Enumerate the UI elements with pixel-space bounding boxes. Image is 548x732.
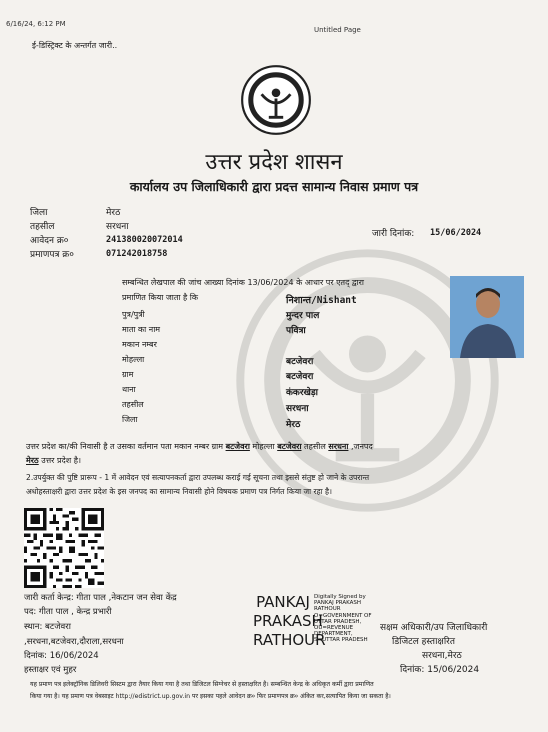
certificate-no-value: 071242018758 [106,249,168,259]
intro-line-1: सम्बन्धित लेखपाल की जांच आख्या दिनांक 13/06/2024 के आधार पर एतद् द्वारा [122,278,364,287]
applicant-name: निशान्त/Nishant [286,295,357,306]
up-state-emblem-icon [240,64,312,136]
police-station-label: थाना [122,385,136,394]
intro-line-2: प्रमाणित किया जाता है कि [122,293,199,302]
issuer-place: स्थान: बटजेवरा [24,622,71,632]
body-tehsil-label: तहसील [122,400,144,409]
footer-note-line1: यह प्रमाण पत्र इलेक्ट्रॉनिक डिलिवरी सिस्टम द्वारा तैयार किया गया है तथा डिजिटल सिग्नेचर से हस्ताक्षरित है। सम्बन्धित केन्द्र के अधिकृत कर्मी द्वारा प्रमाणित [30,681,374,688]
qr-code-icon [24,508,104,588]
officer-location: सरधना,मेरठ [422,651,462,661]
police-station-value: कंकरखेड़ा [286,388,319,398]
tehsil-label: तहसील [30,222,55,232]
application-value: 241380020072014 [106,235,183,245]
issuer-post: पद: गीता पाल , केन्द्र प्रभारी [24,607,112,617]
district-value: मेरठ [106,208,121,218]
mother-label: माता का नाम [122,325,161,334]
mohalla-value: बटजेवरा [286,357,314,367]
resident-paragraph-line1: उत्तर प्रदेश का/की निवासी है त उसका वर्तमान पता मकान नम्बर ग्राम बटजेवरा मोहल्ला बटजेवरा तहसील सरधना ,जनपद [26,442,373,451]
son-value: मुन्दर पाल [286,311,320,321]
mohalla-label: मोहल्ला [122,355,145,364]
digital-signature-details: Digitally Signed by PANKAJ PRAKASH RATHOUR O=GOVERNMENT OF UTTAR PRADESH, OU=REVENUE DEPARTMENT, S=UTTAR PRADESH [314,594,372,644]
son-label: पुत्र/पुत्री [122,310,145,319]
body-district-value: मेरठ [286,420,301,430]
tehsil-value: सरधना [106,222,129,232]
issue-date-value: 15/06/2024 [430,228,482,238]
page-title: Untitled Page [314,26,361,34]
certificate-main-title: उत्तर प्रदेश शासन [205,150,343,175]
district-label: जिला [30,208,48,218]
mother-value: पवित्रा [286,326,306,336]
resident-paragraph-line2: मेरठ उत्तर प्रदेश है। [26,456,82,465]
edistrict-line: ई-डिस्ट्रिक्ट के अन्तर्गत जारी.. [32,41,118,50]
footer-note-line2: किया गया है। यह प्रमाण पत्र वेबसाइट http://edistrict.up.gov.in पर इसका पहले आवेदन क्र० फिर प्रमाणपत्र क्र० अंकित कर,सत्यापित किया जा सकता है। [30,693,391,700]
village-label: ग्राम [122,370,134,379]
body-tehsil-value: सरधना [286,404,309,414]
competent-officer: सक्षम अधिकारी/उप जिलाधिकारी [380,623,488,633]
issue-date-label: जारी दिनांक: [372,229,415,239]
digital-signature-name: PANKAJ PRAKASH RATHOUR [253,593,326,649]
house-label: मकान नम्बर [122,340,157,349]
village-value: बटजेवरा [286,372,314,382]
applicant-photo [450,276,524,358]
issuer-address: ,सरधना,बटजेवरा,दौराला,सरधना [24,637,124,647]
certificate-no-label: प्रमाणपत्र क्र० [30,250,74,260]
issuer-date: दिनांक: 16/06/2024 [24,651,99,661]
confirmation-line2: अधोहस्ताक्षरी द्वारा उत्तर प्रदेश के इस जनपद का सामान्य निवासी होने विषयक प्रमाण पत्र निर्गत किया जा रहा है। [26,487,332,496]
digitally-signed-label: डिजिटल हस्ताक्षरित [392,637,455,647]
print-datetime: 6/16/24, 6:12 PM [6,20,66,28]
officer-sign-date: दिनांक: 15/06/2024 [400,665,480,675]
issuing-center: जारी कर्ता केन्द्र: गीता पाल ,नेकटान जन सेवा केंद्र [24,593,177,603]
certificate-subtitle: कार्यालय उप जिलाधिकारी द्वारा प्रदत्त सामान्य निवास प्रमाण पत्र [129,179,419,194]
issuer-signature-seal: हस्ताक्षर एवं मुहर [24,665,77,675]
application-label: आवेदन क्र० [30,236,69,246]
body-district-label: जिला [122,415,138,424]
confirmation-line1: 2.उपर्युक्त की पुष्टि प्रारूप - 1 में आवेदन एवं सत्यापनकर्ता द्वारा उपलब्ध कराई गई सूचना तथा इससे संतुष्ट हो जाने के उपरान्त [26,473,370,482]
